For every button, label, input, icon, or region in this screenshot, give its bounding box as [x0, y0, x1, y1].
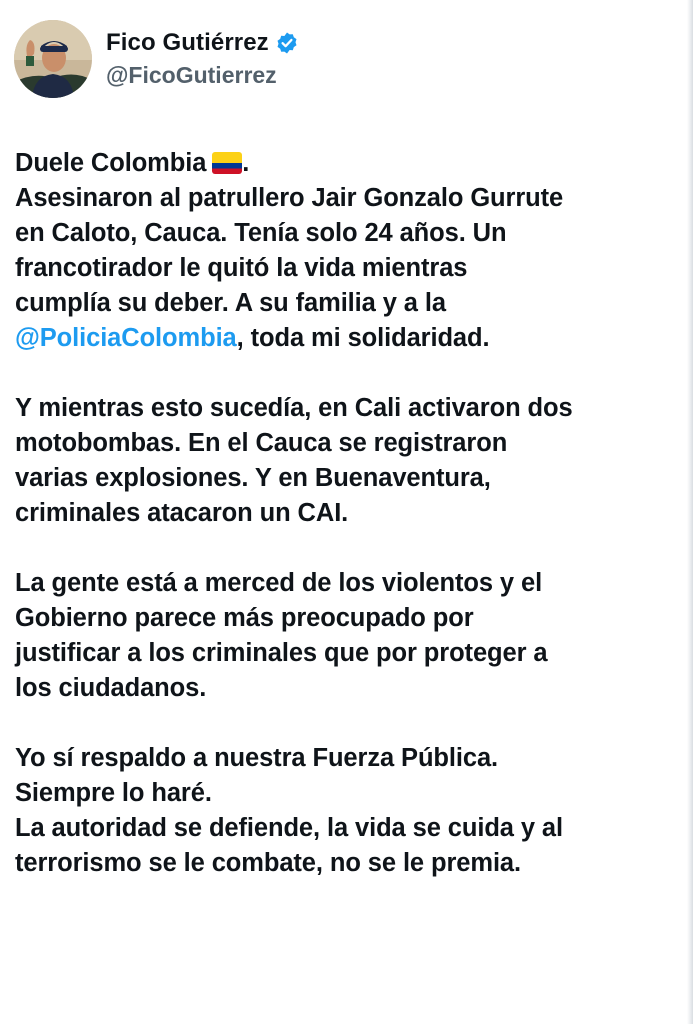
tweet-line: terrorismo se le combate, no se le premia.	[15, 849, 521, 877]
tweet-paragraph	[15, 566, 685, 706]
tweet-line-text: , toda mi solidaridad.	[236, 324, 490, 352]
tweet-line-text: Duele Colombia	[15, 149, 207, 177]
tweet-line: motobombas. En el Cauca se registraron	[15, 429, 508, 457]
tweet-paragraph	[15, 741, 685, 881]
tweet-paragraph	[15, 146, 685, 356]
author-display-name[interactable]: Fico Gutiérrez	[106, 29, 269, 56]
tweet-paragraph	[15, 391, 685, 531]
tweet-line: justificar a los criminales que por proteger a	[15, 639, 548, 667]
tweet-line: francotirador le quitó la vida mientras	[15, 254, 468, 282]
tweet-line: criminales atacaron un CAI.	[15, 499, 349, 527]
tweet-line: Gobierno parece más preocupado por	[15, 604, 474, 632]
right-edge-divider	[687, 0, 693, 1024]
author-handle[interactable]: @FicoGutierrez	[106, 62, 277, 88]
tweet-line	[15, 321, 685, 356]
tweet-line: en Caloto, Cauca. Tenía solo 24 años. Un	[15, 219, 507, 247]
tweet-line: Yo sí respaldo a nuestra Fuerza Pública.	[15, 744, 499, 772]
tweet-line: los ciudadanos.	[15, 674, 207, 702]
tweet-line: varias explosiones. Y en Buenaventura,	[15, 464, 491, 492]
tweet-line: Duele Colombia .	[15, 149, 250, 177]
tweet-line: cumplía su deber. A su familia y a la	[15, 289, 446, 317]
tweet-text	[15, 146, 685, 881]
mention-link[interactable]: @PoliciaColombia	[15, 324, 237, 352]
tweet-line: Siempre lo haré.	[15, 779, 212, 807]
avatar[interactable]	[14, 20, 92, 98]
tweet-line: Asesinaron al patrullero Jair Gonzalo Gurrute	[15, 184, 564, 212]
verified-badge-icon	[275, 31, 299, 55]
tweet-line: Y mientras esto sucedía, en Cali activaron dos	[15, 394, 573, 422]
tweet-line: La gente está a merced de los violentos y el	[15, 569, 543, 597]
colombia-flag-icon	[212, 152, 242, 174]
tweet-header	[14, 20, 299, 98]
tweet-line: La autoridad se defiende, la vida se cuida y al	[15, 814, 563, 842]
